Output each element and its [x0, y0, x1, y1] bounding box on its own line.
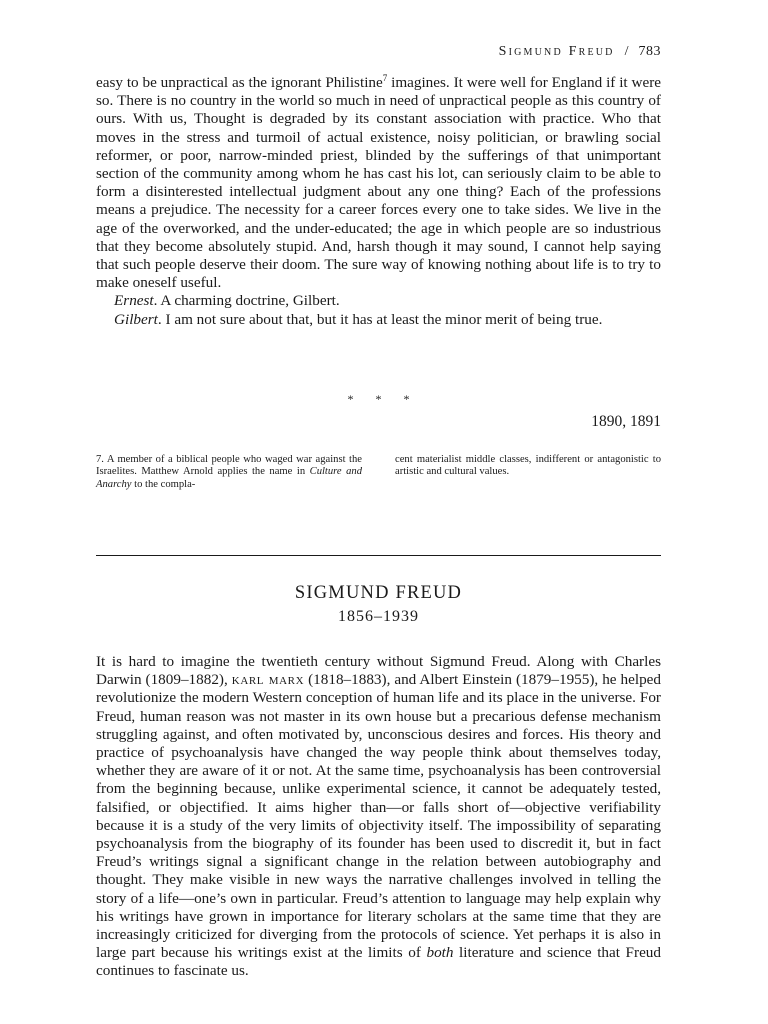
author-dates: 1856–1939: [338, 608, 419, 625]
paragraph-continued: easy to be unpractical as the ignorant Philistine$^7$ imagines. It were well for England if it were so. There is no country in the world so much in need of unpractical people as this country of ours. With us, Thought is degraded by its constant association with practice. Who that moves in the stress and turmoil of actual existence, noisy politician, or brawling social reformer, or poor, narrow-minded priest, blinded by the sufferings of that unimportant section of the community among whom he has cast his lot, can seriously claim to be able to form a disinterested intellectual judgment about any one thing? Each of the professions means a prejudice. The necessity for a career forces every one to take sides. We live in the age of the overworked, and the under-educated; the age in which people are so industrious that they become absolutely stupid. And, harsh though it may sound, I cannot help saying that such people deserve their doom. The sure way of knowing nothing about life is to try to make oneself useful.: [96, 72, 662, 292]
footnote-column-1: 7. A member of a biblical people who waged war against the Israelites. Matthew Arnold applies the name in Culture and Anarchy to the compla-: [96, 454, 362, 490]
dateline: 1890, 1891: [591, 413, 661, 430]
author-name-heading: SIGMUND FREUD: [294, 583, 463, 603]
continued-dialogue: [96, 74, 661, 329]
ernest-line: Ernest. A charming doctrine, Gilbert.: [114, 292, 340, 310]
running-head-separator: /: [624, 44, 629, 59]
asterisk: *: [375, 392, 382, 406]
section-break: [96, 392, 661, 407]
author-introduction: [96, 653, 661, 981]
speaker-gilbert: Gilbert: [114, 310, 158, 328]
gilbert-line: Gilbert. I am not sure about that, but it has at least the minor merit of being true.: [114, 310, 603, 328]
asterisk: *: [403, 392, 410, 406]
intro-paragraph: It is hard to imagine the twentieth century without Sigmund Freud. Along with Charles Darwin (1809–1882), karl marx (1818–1883), and Albert Einstein (1879–1955), he helped revolutionize the modern Western conception of human life and its place in the universe. For Freud, human reason was not master in its own house but a precarious defense mechanism struggling against, and often motivated by, unconscious desires and forces. His theory and practice of psychoanalysis have changed the way people think about themselves today, whether they are aware of it or not. At the same time, psychoanalysis has been controversial from the beginning because, unlike experimental science, it cannot be adequately tested, falsified, or objectified. It aims higher than—or falls short of—objective verifiability because it is a study of the very limits of objectivity itself. The impossibility of separating psychoanalysis from the biography of its founder has been used to discredit it, but in fact Freud’s writings signal a significant change in the relation between autobiography and thought. They make visible in new ways the narrative challenges involved in telling the story of a life—one’s own in particular. Freud’s attention to language may help explain why his writings have grown in importance for literary scholars at the same time that they are increasingly criticized for diverging from the protocols of science. Yet perhaps it is also in large part because his writings exist at the limits of both literature and science that Freud continues to fascinate us.: [96, 653, 661, 980]
running-head-title: Sigmund Freud: [498, 44, 615, 59]
cross-reference-karl-marx: karl marx: [231, 671, 305, 689]
speaker-ernest: Ernest: [114, 292, 154, 310]
section-rule: [96, 555, 661, 556]
footnote-reference: 7: [382, 72, 388, 83]
footnote-column-2: cent materialist middle classes, indifferent or antagonistic to artistic and cultural values.: [395, 454, 661, 478]
running-head: [96, 44, 661, 60]
asterisk: *: [347, 392, 354, 406]
footnote-book-title: Culture and Anarchy: [96, 466, 362, 490]
page-number: 783: [638, 44, 661, 59]
emphasis-both: both: [426, 944, 454, 962]
footnotes: [96, 454, 661, 491]
